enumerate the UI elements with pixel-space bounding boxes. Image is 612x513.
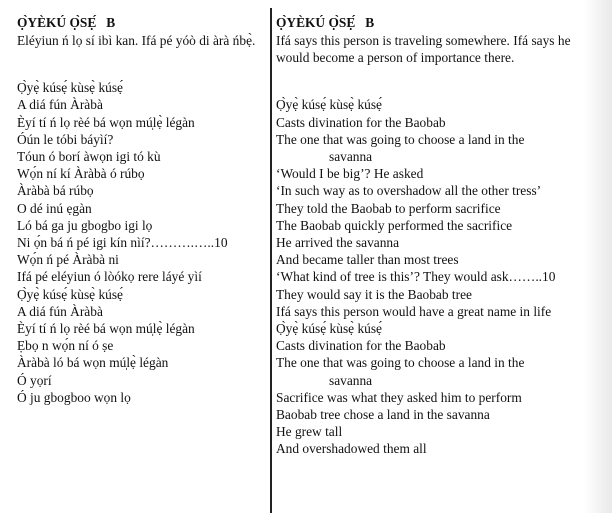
- column-divider: [270, 8, 272, 513]
- verse-line-continuation: savanna: [329, 149, 373, 165]
- verse-line: Èyí tí ń lọ rèé bá wọn mú̩lẹ̀ légàn: [17, 321, 195, 337]
- verse-line: Ó ju gbogboo wọn lọ: [17, 389, 131, 405]
- verse-line: Ló bá ga ju gbogbo igi lọ: [17, 217, 153, 233]
- english-title: Ọ̀YÈKÚ Ọ̀SẸ́ B: [276, 15, 375, 30]
- verse-line: And overshadowed them all: [276, 441, 427, 457]
- verse-line: Èyí tí ń lọ rèé bá wọn mú̩lẹ̀ légàn: [17, 114, 195, 130]
- english-column: [276, 0, 606, 458]
- verse-line: Tóun ó borí àwọn igi tó kù: [17, 149, 161, 165]
- verse-line: ‘What kind of tree is this’? They would ask……..10: [276, 269, 556, 285]
- verse-line: O dé inú ẹgàn: [17, 200, 92, 216]
- verse-line: Casts divination for the Baobab: [276, 338, 446, 354]
- spacer: [17, 49, 265, 79]
- verse-line: The one that was going to choose a land in the: [276, 131, 525, 147]
- verse-line: ‘In such way as to overshadow all the other tress’: [276, 183, 542, 199]
- english-verse: [276, 96, 606, 457]
- spacer: [276, 66, 606, 96]
- verse-line: Wọ́n ń pé Àràbà ni: [17, 252, 119, 268]
- verse-line: Wọ́n ní kí Àràbà ó rúbọ: [17, 166, 145, 182]
- verse-line: Ifá says this person would have a great name in life: [276, 303, 552, 319]
- page-edge-shadow: [584, 0, 612, 513]
- verse-line: Ọ̀yẹ̀ kúsẹ́ kùsẹ̀ kúsẹ́: [276, 321, 382, 337]
- verse-line: A diá fún Àràbà: [17, 303, 103, 319]
- verse-line: Ni ọ́n bá ń pé igi kín nìí?……….…..10: [17, 235, 228, 251]
- yoruba-column: [17, 0, 265, 406]
- verse-line: Àràbà bá rúbọ: [17, 183, 94, 199]
- verse-line: He grew tall: [276, 424, 343, 440]
- verse-line: The Baobab quickly performed the sacrifice: [276, 217, 513, 233]
- verse-line: Ó yọrí: [17, 372, 52, 388]
- verse-line: And became taller than most trees: [276, 252, 459, 268]
- yoruba-verse: [17, 79, 265, 406]
- verse-line: They told the Baobab to perform sacrifice: [276, 200, 501, 216]
- verse-line: They would say it is the Baobab tree: [276, 286, 472, 302]
- verse-line: Sacrifice was what they asked him to perform: [276, 389, 522, 405]
- verse-line-continuation: savanna: [329, 372, 373, 388]
- verse-line: Ọ̀yẹ̀ kúsẹ́ kùsẹ̀ kúsẹ́: [17, 80, 123, 96]
- verse-line: Ọ̀yẹ̀ kúsẹ́ kùsẹ̀ kúsẹ́: [17, 286, 123, 302]
- yoruba-title: Ọ̀YÈKÚ Ọ̀SẸ́ B: [17, 15, 116, 30]
- english-intro: Ifá says this person is traveling somewhere. Ifá says he would become a person of importance there.: [276, 33, 571, 66]
- verse-line: ‘Would I be big’? He asked: [276, 166, 424, 182]
- verse-line: Ọ̀yẹ̀ kúsẹ́ kùsẹ̀ kúsẹ́: [276, 97, 382, 113]
- verse-line: Ifá pé eléyiun ó lòókọ rere láyé yìí: [17, 269, 202, 285]
- verse-line: The one that was going to choose a land in the: [276, 355, 525, 371]
- verse-line: Ẹbọ n wọ́n ní ó ṣe: [17, 338, 114, 354]
- verse-line: Baobab tree chose a land in the savanna: [276, 407, 490, 423]
- verse-line: Óún le tóbi báyìí?: [17, 131, 114, 147]
- verse-line: A diá fún Àràbà: [17, 97, 103, 113]
- verse-line: Casts divination for the Baobab: [276, 114, 446, 130]
- verse-line: He arrived the savanna: [276, 235, 400, 251]
- yoruba-intro: Eléyiun ń lọ sí ibì kan. Ifá pé yóò di àrà ńbẹ̀.: [17, 33, 256, 48]
- verse-line: Àràbà ló bá wọn mú̩lẹ̀ légàn: [17, 355, 169, 371]
